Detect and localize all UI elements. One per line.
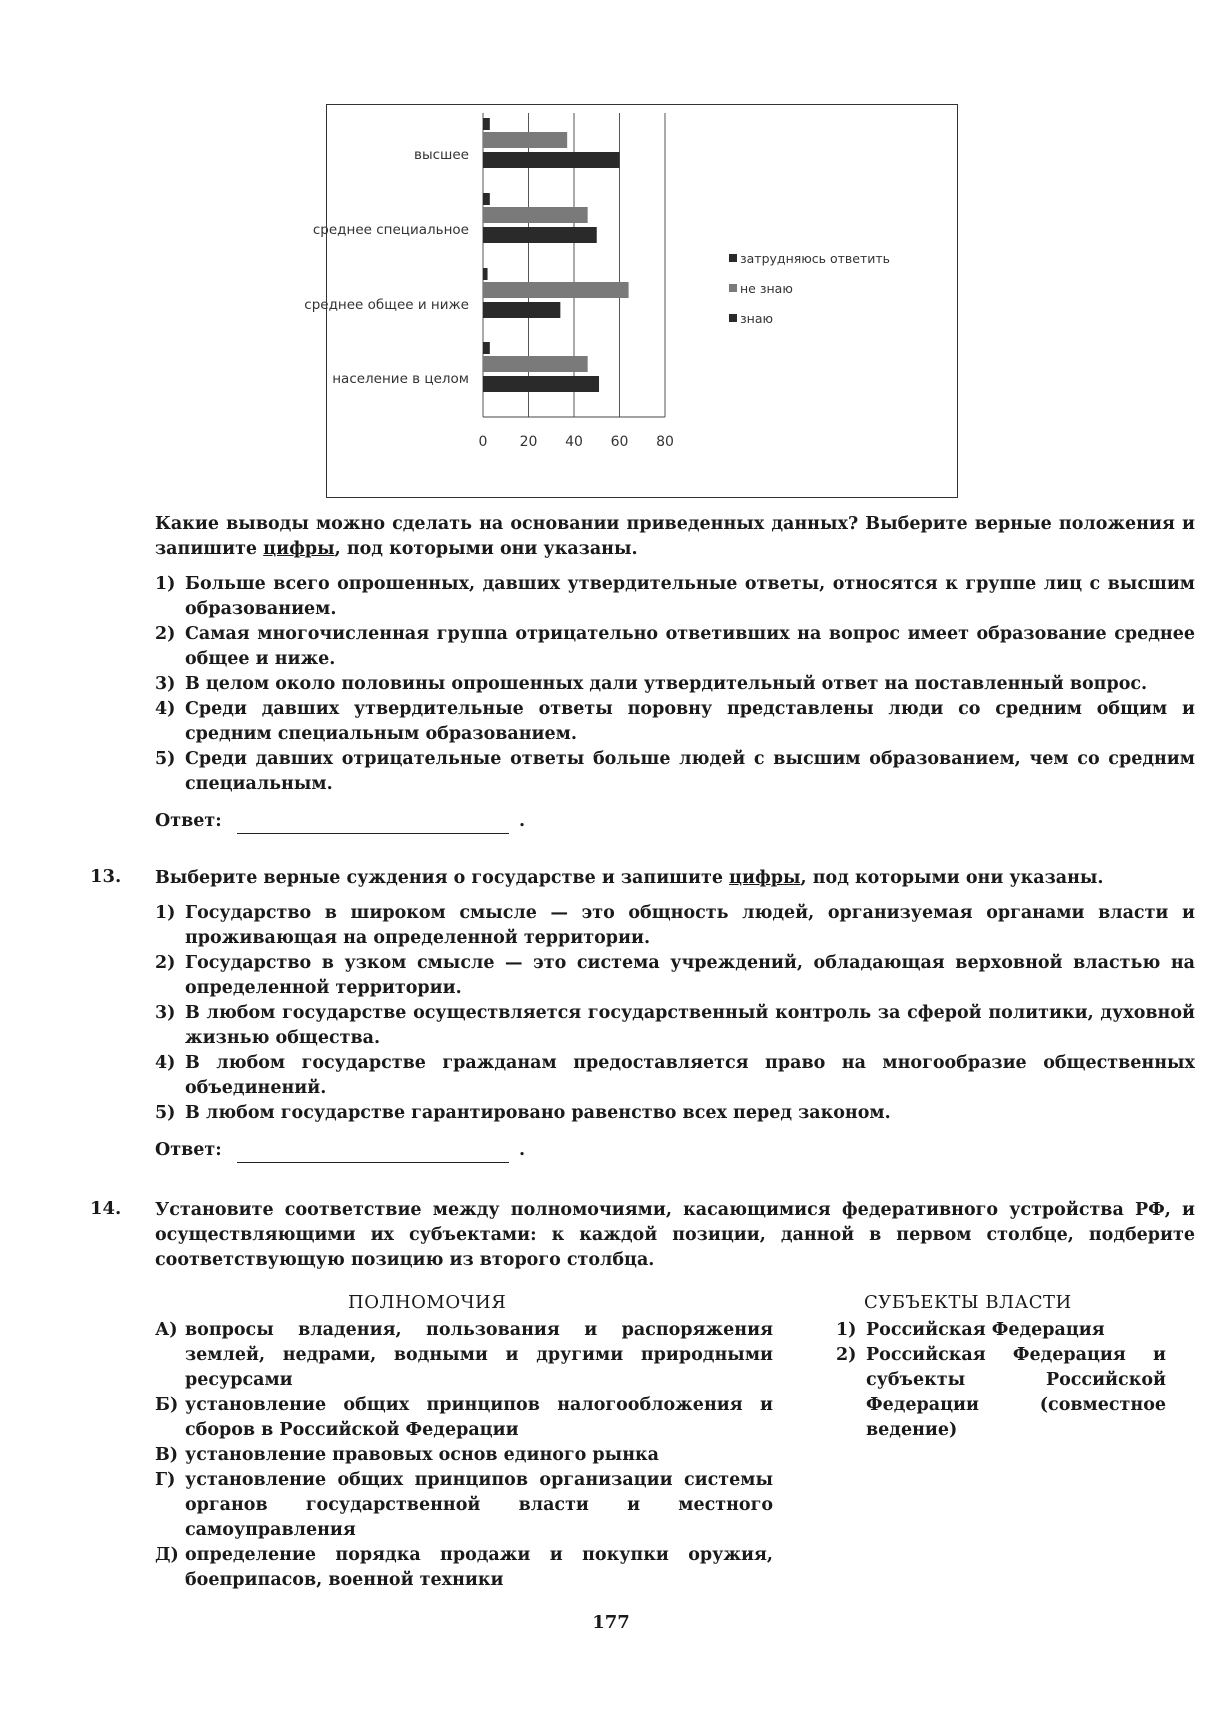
q14-right-option-2 <box>836 1343 1166 1443</box>
q12-block <box>155 512 1195 834</box>
bar-не-знаю <box>483 282 629 298</box>
bar-не-знаю <box>483 207 588 223</box>
bar-не-знаю <box>483 356 588 372</box>
q12-option-number: 4) <box>155 699 176 719</box>
q12-answer-field[interactable] <box>237 815 509 834</box>
q14-left-option-number: В) <box>155 1445 179 1465</box>
q13-option-number: 3) <box>155 1003 176 1023</box>
q12-option-3 <box>155 672 1195 697</box>
page-number: 177 <box>592 1612 630 1633</box>
x-tick-label: 80 <box>656 434 674 450</box>
q14-left-option-4 <box>155 1468 773 1543</box>
legend-label: знаю <box>740 311 774 326</box>
x-tick-label: 60 <box>610 434 629 450</box>
q12-answer: Ответ: . <box>155 809 1195 834</box>
q14-block <box>155 1198 1195 1273</box>
q13-option-text: Государство в узком смысле — это система учреждений, обладающая верховной властью на определенной территории. <box>185 953 1195 998</box>
q12-option-number: 2) <box>155 624 176 644</box>
bar-знаю <box>483 152 620 168</box>
q14-left-option-5 <box>155 1543 773 1593</box>
q12-option-text: Среди давших утвердительные ответы поровну представлены люди со средним общим и средним специальным образованием. <box>185 699 1195 744</box>
q13-block <box>155 866 1195 1163</box>
q13-option-4 <box>155 1051 1195 1101</box>
q12-options <box>155 572 1195 797</box>
legend-label: затрудняюсь ответить <box>740 251 891 266</box>
q12-option-text: Среди давших отрицательные ответы больше людей с высшим образованием, чем со средним специальным. <box>185 749 1195 794</box>
q12-option-2 <box>155 622 1195 672</box>
q12-option-number: 3) <box>155 674 176 694</box>
bar-знаю <box>483 227 597 243</box>
q14-left-option-number: А) <box>155 1320 178 1340</box>
q14-left-option-2 <box>155 1393 773 1443</box>
legend-swatch <box>729 254 737 262</box>
bar-затрудняюсь-ответить <box>483 193 490 205</box>
category-label: среднее специальное <box>312 222 469 238</box>
q14-left-option-text: установление правовых основ единого рынка <box>185 1445 659 1465</box>
q12-option-1 <box>155 572 1195 622</box>
q13-option-text: В любом государстве гражданам предоставляется право на многообразие общественных объединений. <box>185 1053 1195 1098</box>
q13-option-1 <box>155 901 1195 951</box>
q13-option-number: 5) <box>155 1103 176 1123</box>
q14-left-option-text: определение порядка продажи и покупки оружия, боеприпасов, военной техники <box>185 1545 773 1590</box>
q13-option-text: Государство в широком смысле — это общность людей, организуемая органами власти и проживающая на определенной территории. <box>185 903 1195 948</box>
q12-prompt-bold: цифры <box>263 539 335 559</box>
q14-right-option-1 <box>836 1318 1166 1343</box>
q14-right-option-number: 1) <box>836 1320 857 1340</box>
q13-prompt: Выберите верные суждения о государстве и запишите цифры, под которыми они указаны. <box>155 868 1104 888</box>
q13-option-number: 2) <box>155 953 176 973</box>
bar-затрудняюсь-ответить <box>483 342 490 354</box>
bar-не-знаю <box>483 132 567 148</box>
q14-left-column <box>155 1318 773 1593</box>
q12-prompt: Какие выводы можно сделать на основании приведенных данных? Выберите верные положения и запишите цифры, под которыми они указаны. <box>155 514 1195 559</box>
q14-right-heading: СУБЪЕКТЫ ВЛАСТИ <box>864 1292 1072 1313</box>
q14-left-option-number: Б) <box>155 1395 179 1415</box>
q12-option-5 <box>155 747 1195 797</box>
category-label: среднее общее и ниже <box>304 297 469 313</box>
bar-знаю <box>483 376 599 392</box>
q14-left-option-text: установление общих принципов налогообложения и сборов в Российской Федерации <box>185 1395 773 1440</box>
q13-answer-label: Ответ: <box>155 1140 222 1160</box>
q14-right-option-number: 2) <box>836 1345 857 1365</box>
bar-затрудняюсь-ответить <box>483 268 488 280</box>
bar-знаю <box>483 302 560 318</box>
q13-option-3 <box>155 1001 1195 1051</box>
q12-answer-label: Ответ: <box>155 811 222 831</box>
q12-option-4 <box>155 697 1195 747</box>
q14-number: 14. <box>90 1198 122 1219</box>
legend-swatch <box>729 284 737 292</box>
x-tick-label: 0 <box>478 434 488 450</box>
q13-answer-field[interactable] <box>237 1144 509 1163</box>
q13-number: 13. <box>90 866 122 887</box>
q14-right-option-text: Российская Федерация <box>866 1320 1105 1340</box>
chart-canvas <box>304 105 959 499</box>
q14-left-heading: ПОЛНОМОЧИЯ <box>348 1292 507 1313</box>
q13-option-2 <box>155 951 1195 1001</box>
q13-option-text: В любом государстве осуществляется государственный контроль за сферой политики, духовной жизнью общества. <box>185 1003 1195 1048</box>
q14-prompt: Установите соответствие между полномочиями, касающимися федеративного устройства РФ, и осуществляющими их субъектами: к каждой позиции, данной в первом столбце, подберите соответствующую позицию из второго столбца. <box>155 1200 1195 1270</box>
legend-swatch <box>729 314 737 322</box>
q14-right-column <box>836 1318 1166 1443</box>
q14-right-option-text: Российская Федерация и субъекты Российской Федерации (совместное ведение) <box>866 1345 1166 1440</box>
q13-prompt-bold: цифры <box>729 868 801 888</box>
category-label: население в целом <box>332 371 469 387</box>
q14-left-option-text: вопросы владения, пользования и распоряжения землей, недрами, водными и другими природными ресурсами <box>185 1320 773 1390</box>
q14-left-option-3 <box>155 1443 773 1468</box>
legend-label: не знаю <box>740 281 793 296</box>
q13-answer: Ответ: . <box>155 1138 1195 1163</box>
q13-option-5 <box>155 1101 1195 1126</box>
q12-option-text: В целом около половины опрошенных дали утвердительный ответ на поставленный вопрос. <box>185 674 1148 694</box>
q14-left-option-text: установление общих принципов организации системы органов государственной власти и местного самоуправления <box>185 1470 773 1540</box>
q13-option-number: 1) <box>155 903 176 923</box>
category-label: высшее <box>413 147 469 163</box>
q13-option-number: 4) <box>155 1053 176 1073</box>
x-tick-label: 20 <box>519 434 538 450</box>
q12-option-text: Самая многочисленная группа отрицательно ответивших на вопрос имеет образование среднее общее и ниже. <box>185 624 1195 669</box>
bar-затрудняюсь-ответить <box>483 118 490 130</box>
q12-option-number: 5) <box>155 749 176 769</box>
q14-left-option-number: Д) <box>155 1545 179 1565</box>
q14-left-option-number: Г) <box>155 1470 176 1490</box>
q13-options <box>155 901 1195 1126</box>
x-tick-label: 40 <box>565 434 583 450</box>
q14-left-option-1 <box>155 1318 773 1393</box>
q12-option-number: 1) <box>155 574 176 594</box>
q12-option-text: Больше всего опрошенных, давших утвердительные ответы, относятся к группе лиц с высшим образованием. <box>185 574 1195 619</box>
q13-option-text: В любом государстве гарантировано равенство всех перед законом. <box>185 1103 891 1123</box>
bar-chart <box>304 104 958 498</box>
